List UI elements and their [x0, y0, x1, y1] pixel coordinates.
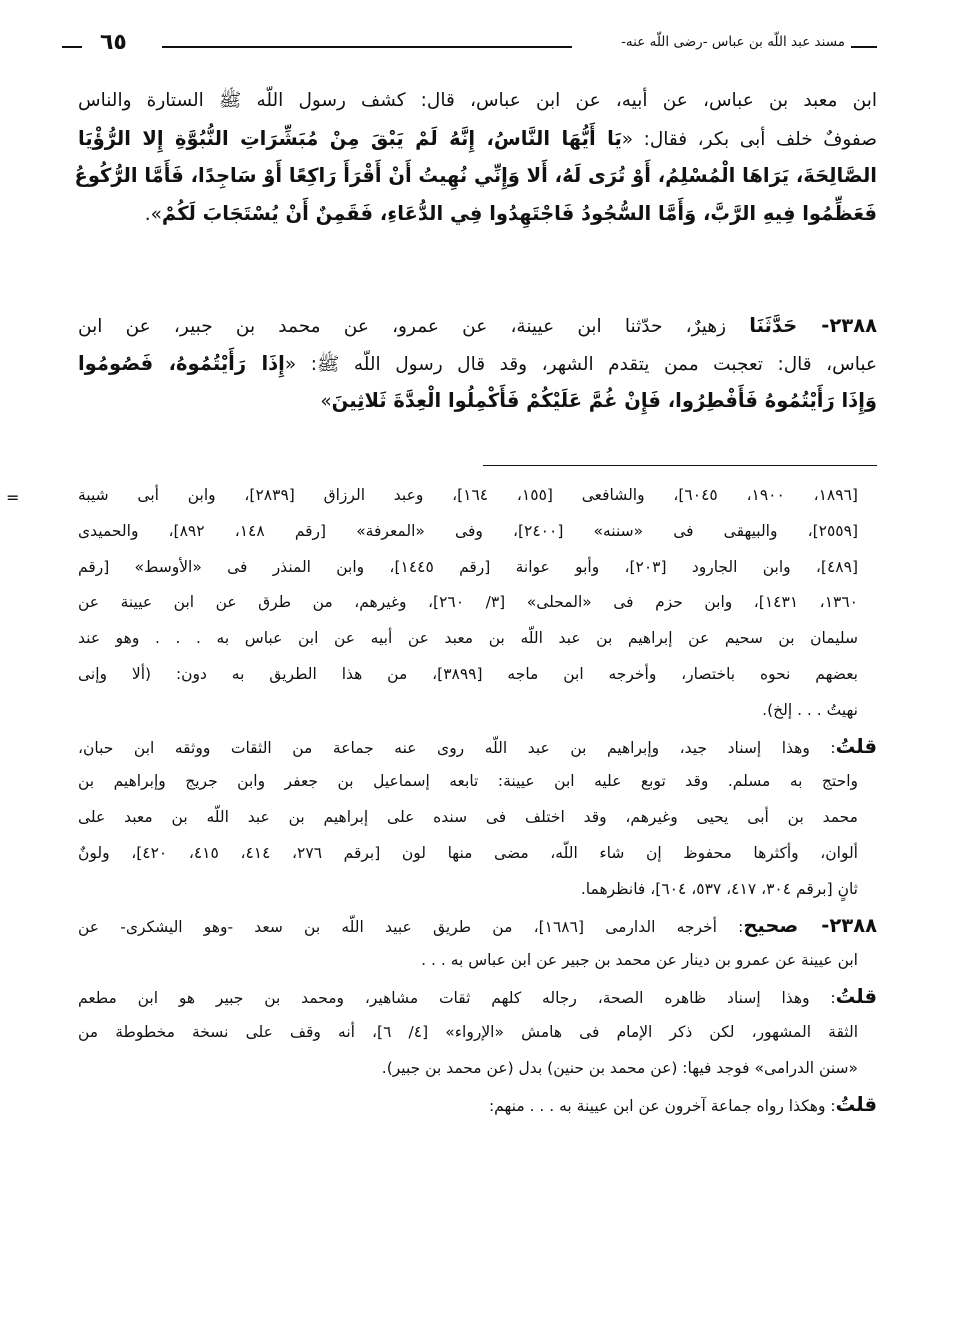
bold-text: الصَّالِحَةَ، يَرَاهَا الْمُسْلِمُ، أَوْ تُرَى لَهُ، أَلا وَإِنِّي نُهِيتُ أَنْ أَقْرَأَ رَاكِعًا أَوْ سَاجِدًا، فَأَمَّا الرُّكُوعُ	[74, 164, 877, 187]
bold-text: قلتُ	[835, 985, 877, 1009]
running-title: مسند عبد اللّه بن عباس -رضى اللّه عنه-	[615, 34, 845, 50]
text: الثقة المشهور، لكن ذكر الإمام فى هامش «الإرواء» [٤/ ٦]، أنه وقف على نسخة مخطوطة من	[78, 1022, 859, 1041]
footnote-paragraph	[78, 729, 877, 908]
text: ابن عيينة عن عمرو بن دينار عن محمد بن جبير عن ابن عباس به . . .	[421, 951, 858, 970]
text: ألوان، وأكثرها محفوظ إن شاء اللّه، مضى منها لون [برقم ٢٧٦، ٤١٤، ٤١٥، ٤٢٠]، ولونٌ	[78, 843, 858, 862]
footnote-line	[78, 836, 858, 872]
bold-text: قلتُ	[835, 734, 877, 758]
footnote-line	[78, 478, 858, 514]
footnote-line	[78, 943, 858, 979]
text: [٢٥٥٩]، والبيهقى فى «سننه» [٢٤٠٠]، وفى «المعرفة» [رقم ١٤٨، ٨٩٢]، والحميدى	[78, 521, 858, 540]
text: : وهذا إسناد جيد، وإبراهيم بن عبد اللّه روى عنه جماعة من الثقات ووثقه ابن حبان،	[78, 738, 836, 757]
bold-text: ٢٣٨٨- حَدَّثَنَا	[749, 314, 877, 337]
text: ».	[144, 203, 162, 225]
running-header	[62, 30, 877, 60]
footnote-line	[78, 514, 858, 550]
text: محمد بن أبى يحيى وغيرهم، وقد اختلف فى سنده على إبراهيم بن عبد اللّه بن معبد على	[78, 808, 858, 827]
footnotes	[78, 478, 877, 1122]
text-line	[78, 195, 877, 233]
header-rule-right	[851, 46, 877, 48]
footnote-paragraph	[78, 1087, 877, 1123]
bold-text: فَعَظِّمُوا فِيهِ الرَّبَّ، وَأَمَّا السُّجُودُ فَاجْتَهِدُوا فِي الدُّعَاءِ، فَقَمِنٌ أَنْ يُسْتَجَابَ لَكُمْ	[161, 201, 877, 225]
main-text	[74, 82, 877, 232]
text: : أخرجه الدارمى [١٦٨٦]، من طريق عبيد اللّه بن سعد -وهو اليشكرى- عن	[78, 917, 744, 936]
text: سليمان بن سحيم عن إبراهيم بن عبد اللّه بن معبد عن أبيه عن ابن عباس به . . . وهو عند	[78, 629, 858, 648]
text: ابن معبد بن عباس، عن أبيه، عن ابن عباس، قال: كشف رسول اللّه ﷺ الستارة والناس	[78, 90, 877, 111]
footnote-line	[78, 585, 858, 621]
bold-text: إِذَا رَأَيْتُمُوهُ، فَصُومُوا	[78, 351, 285, 375]
text: ١٣٦٠، ١٤٣١]، وابن حزم فى «المحلى» [٣/ ٢٦٠]، وغيرهم، من طرق عن ابن عيينة عن	[78, 593, 858, 612]
header-rule-left	[62, 46, 82, 48]
header-rule	[162, 46, 572, 48]
footnote-line	[78, 764, 858, 800]
footnote-line	[78, 729, 877, 765]
bold-text: وَإِذَا رَأَيْتُمُوهُ فَأَفْطِرُوا، فَإِنْ غُمَّ عَلَيْكُمْ فَأَكْمِلُوا الْعِدَّةَ ثَلاثِينَ	[331, 389, 877, 412]
text: عباس، قال: تعجبت ممن يتقدم الشهر، وقد قال رسول اللّه ﷺ: «	[284, 353, 877, 375]
footnote-separator	[483, 465, 877, 466]
footnote-line	[78, 693, 858, 729]
footnote-line	[78, 908, 877, 944]
text: [٤٨٩]، وابن الجارود [٢٠٣]، وأبو عوانة [رقم ١٤٤٥]، وابن المنذر فى «الأوسط» [رقم	[78, 557, 858, 576]
footnote-paragraph	[78, 478, 877, 729]
text: صفوفٌ خلف أبى بكر، فقال: «	[621, 128, 877, 150]
bold-text: يَا أَيُّهَا النَّاسُ، إِنَّهُ لَمْ يَبْقَ مِنْ مُبَشِّرَاتِ النُّبُوَّةِ إِلا الرُّؤْيَا	[78, 126, 622, 150]
text: ثانٍ [برقم ٣٠٤، ٤١٧، ٥٣٧، ٦٠٤]، فانظرهما.	[580, 879, 858, 898]
footnote-line	[78, 1051, 858, 1087]
continuation-mark: =	[6, 488, 20, 507]
text: : وهكذا رواه جماعة آخرون عن ابن عيينة به . . . منهم:	[488, 1096, 836, 1115]
footnote-paragraph	[78, 979, 877, 1086]
footnote-line	[78, 872, 858, 908]
text: »	[320, 391, 332, 412]
text: بعضهم نحوه باختصار، وأخرجه ابن ماجه [٣٨٩٩]، من هذا الطريق به دون: (ألا وإنى	[78, 664, 858, 683]
footnote-line	[78, 657, 858, 693]
footnote-line	[78, 550, 858, 586]
footnote-line	[78, 1015, 858, 1051]
text-line	[78, 307, 877, 345]
text: [١٨٩٦، ١٩٠٠، ٦٠٤٥]، والشافعى [١٥٥، ١٦٤]، وعبد الرزاق [٢٨٣٩]، وابن أبى شيبة	[78, 486, 858, 504]
text: نهيتُ . . . إلخ).	[762, 700, 858, 719]
page-number: ٦٥	[100, 30, 127, 55]
text-line	[78, 120, 877, 158]
text-line	[78, 82, 877, 120]
text-line	[78, 345, 877, 383]
hadith-2388	[78, 307, 877, 420]
footnote-line	[78, 621, 858, 657]
bold-text: ٢٣٨٨- صحيح	[743, 913, 877, 937]
footnote-line	[78, 800, 858, 836]
text: : وهذا إسناد ظاهره الصحة، رجاله كلهم ثقات مشاهير، ومحمد بن جبير هو ابن مطعم	[78, 989, 836, 1008]
text: زهيرٌ، حدّثنا ابن عيينة، عن عمرو، عن محمد بن جبير، عن ابن	[78, 316, 750, 337]
text-line	[78, 382, 877, 420]
footnote-paragraph	[78, 908, 877, 980]
text: واحتج به مسلم. وقد توبع عليه ابن عيينة: تابعه إسماعيل بن جعفر وابن جريج وإبراهيم بن	[78, 772, 858, 791]
footnote-line	[78, 979, 877, 1015]
text: «سنن الدرامى» فوجد فيها: (عن محمد بن حنين) بدل (عن محمد بن جبير).	[381, 1058, 858, 1077]
text-line	[74, 157, 877, 195]
footnote-line	[78, 1087, 877, 1123]
bold-text: قلتُ	[835, 1092, 877, 1116]
